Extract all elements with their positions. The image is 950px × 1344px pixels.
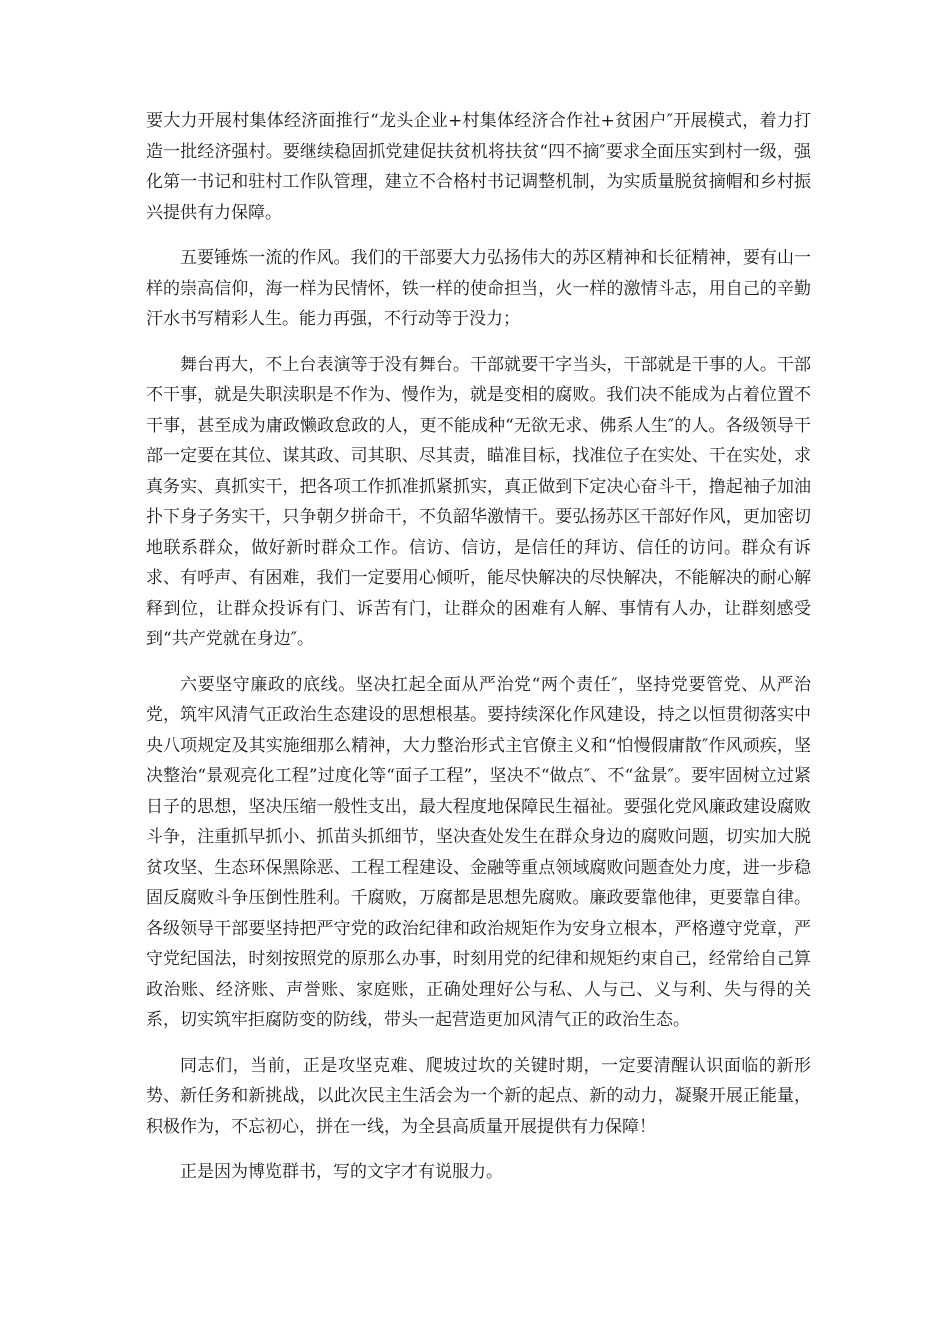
paragraph-6: 正是因为博览群书，写的文字才有说服力。 <box>180 1162 503 1182</box>
document-body <box>146 106 811 1203</box>
paragraph-1: 要大力开展村集体经济面推行“龙头企业+村集体经济合作社+贫困户″开展模式，着力打造一批经济强村。要继续稳固抓党建促扶贫机将扶贫“四不摘″要求全面压实到村一级，强化第一书记和驻村工作队管理，建立不合格村书记调整机制，为实质量脱贫摘帽和乡村振兴提供有力保障。 <box>146 111 811 223</box>
paragraph-4: 六要坚守廉政的底线。坚决扛起全面从严治党“两个责任″，坚持党要管党、从严治党，筑牢风清气正政治生态建设的思想根基。要持续深化作风建设，持之以恒贯彻落实中央八项规定及其实施细那么精神，大力整治形式主官僚主义和“怕慢假庸散″作风顽疾，坚决整治“景观亮化工程”过度化等“面子工程”，坚决不“做点″、不“盆景″。要牢固树立过紧日子的思想，坚决压缩一般性支出，最大程度地保障民生福祉。要强化党风廉政建设腐败斗争，注重抓早抓小、抓苗头抓细节，坚决查处发生在群众身边的腐败问题，切实加大脱贫攻坚、生态环保黑除恶、工程工程建设、金融等重点领域腐败问题查处力度，进一步稳固反腐败斗争压倒性胜利。千腐败，万腐都是思想先腐败。廉政要靠他律，更要靠自律。各级领导干部要坚持把严守党的政治纪律和政治规矩作为安身立根本，严格遵守党章，严守党纪国法，时刻按照党的原那么办事，时刻用党的纪律和规矩约束自己，经常给自己算政治账、经济账、声誉账、家庭账，正确处理好公与私、人与己、义与利、失与得的关系，切实筑牢拒腐防变的防线，带头一起营造更加风清气正的政治生态。 <box>146 674 811 1030</box>
paragraph-5: 同志们，当前，正是攻坚克难、爬坡过坎的关键时期，一定要清醒认识面临的新形势、新任务和新挑战，以此次民主生活会为一个新的起点、新的动力，凝聚开展正能量，积极作为，不忘初心，拼在一线，为全县高质量开展提供有力保障！ <box>146 1055 811 1137</box>
paragraph-3: 舞台再大，不上台表演等于没有舞台。干部就要干字当头，干部就是干事的人。干部不干事，就是失职渎职是不作为、慢作为，就是变相的腐败。我们决不能成为占着位置不干事，甚至成为庸政懒政怠政的人，更不能成种“无欲无求、佛系人生″的人。各级领导干部一定要在其位、谋其政、司其职、尽其责，瞄准目标，找准位子在实处、干在实处，求真务实、真抓实干，把各项工作抓准抓紧抓实，真正做到下定决心奋斗干，撸起袖子加油扑下身子务实干，只争朝夕拼命干，不负韶华激情干。要弘扬苏区干部好作风，更加密切地联系群众，做好新时群众工作。信访、信访，是信任的拜访、信任的访问。群众有诉求、有呼声、有困难，我们一定要用心倾听，能尽快解决的尽快解决，不能解决的耐心解释到位，让群众投诉有门、诉苦有门，让群众的困难有人解、事情有人办，让群刻感受到“共产党就在身边″。 <box>146 354 811 649</box>
paragraph-2: 五要锤炼一流的作风。我们的干部要大力弘扬伟大的苏区精神和长征精神，要有山一样的崇高信仰，海一样为民情怀，铁一样的使命担当，火一样的激情斗志，用自己的辛勤汗水书写精彩人生。能力再强，不行动等于没力； <box>146 248 811 329</box>
